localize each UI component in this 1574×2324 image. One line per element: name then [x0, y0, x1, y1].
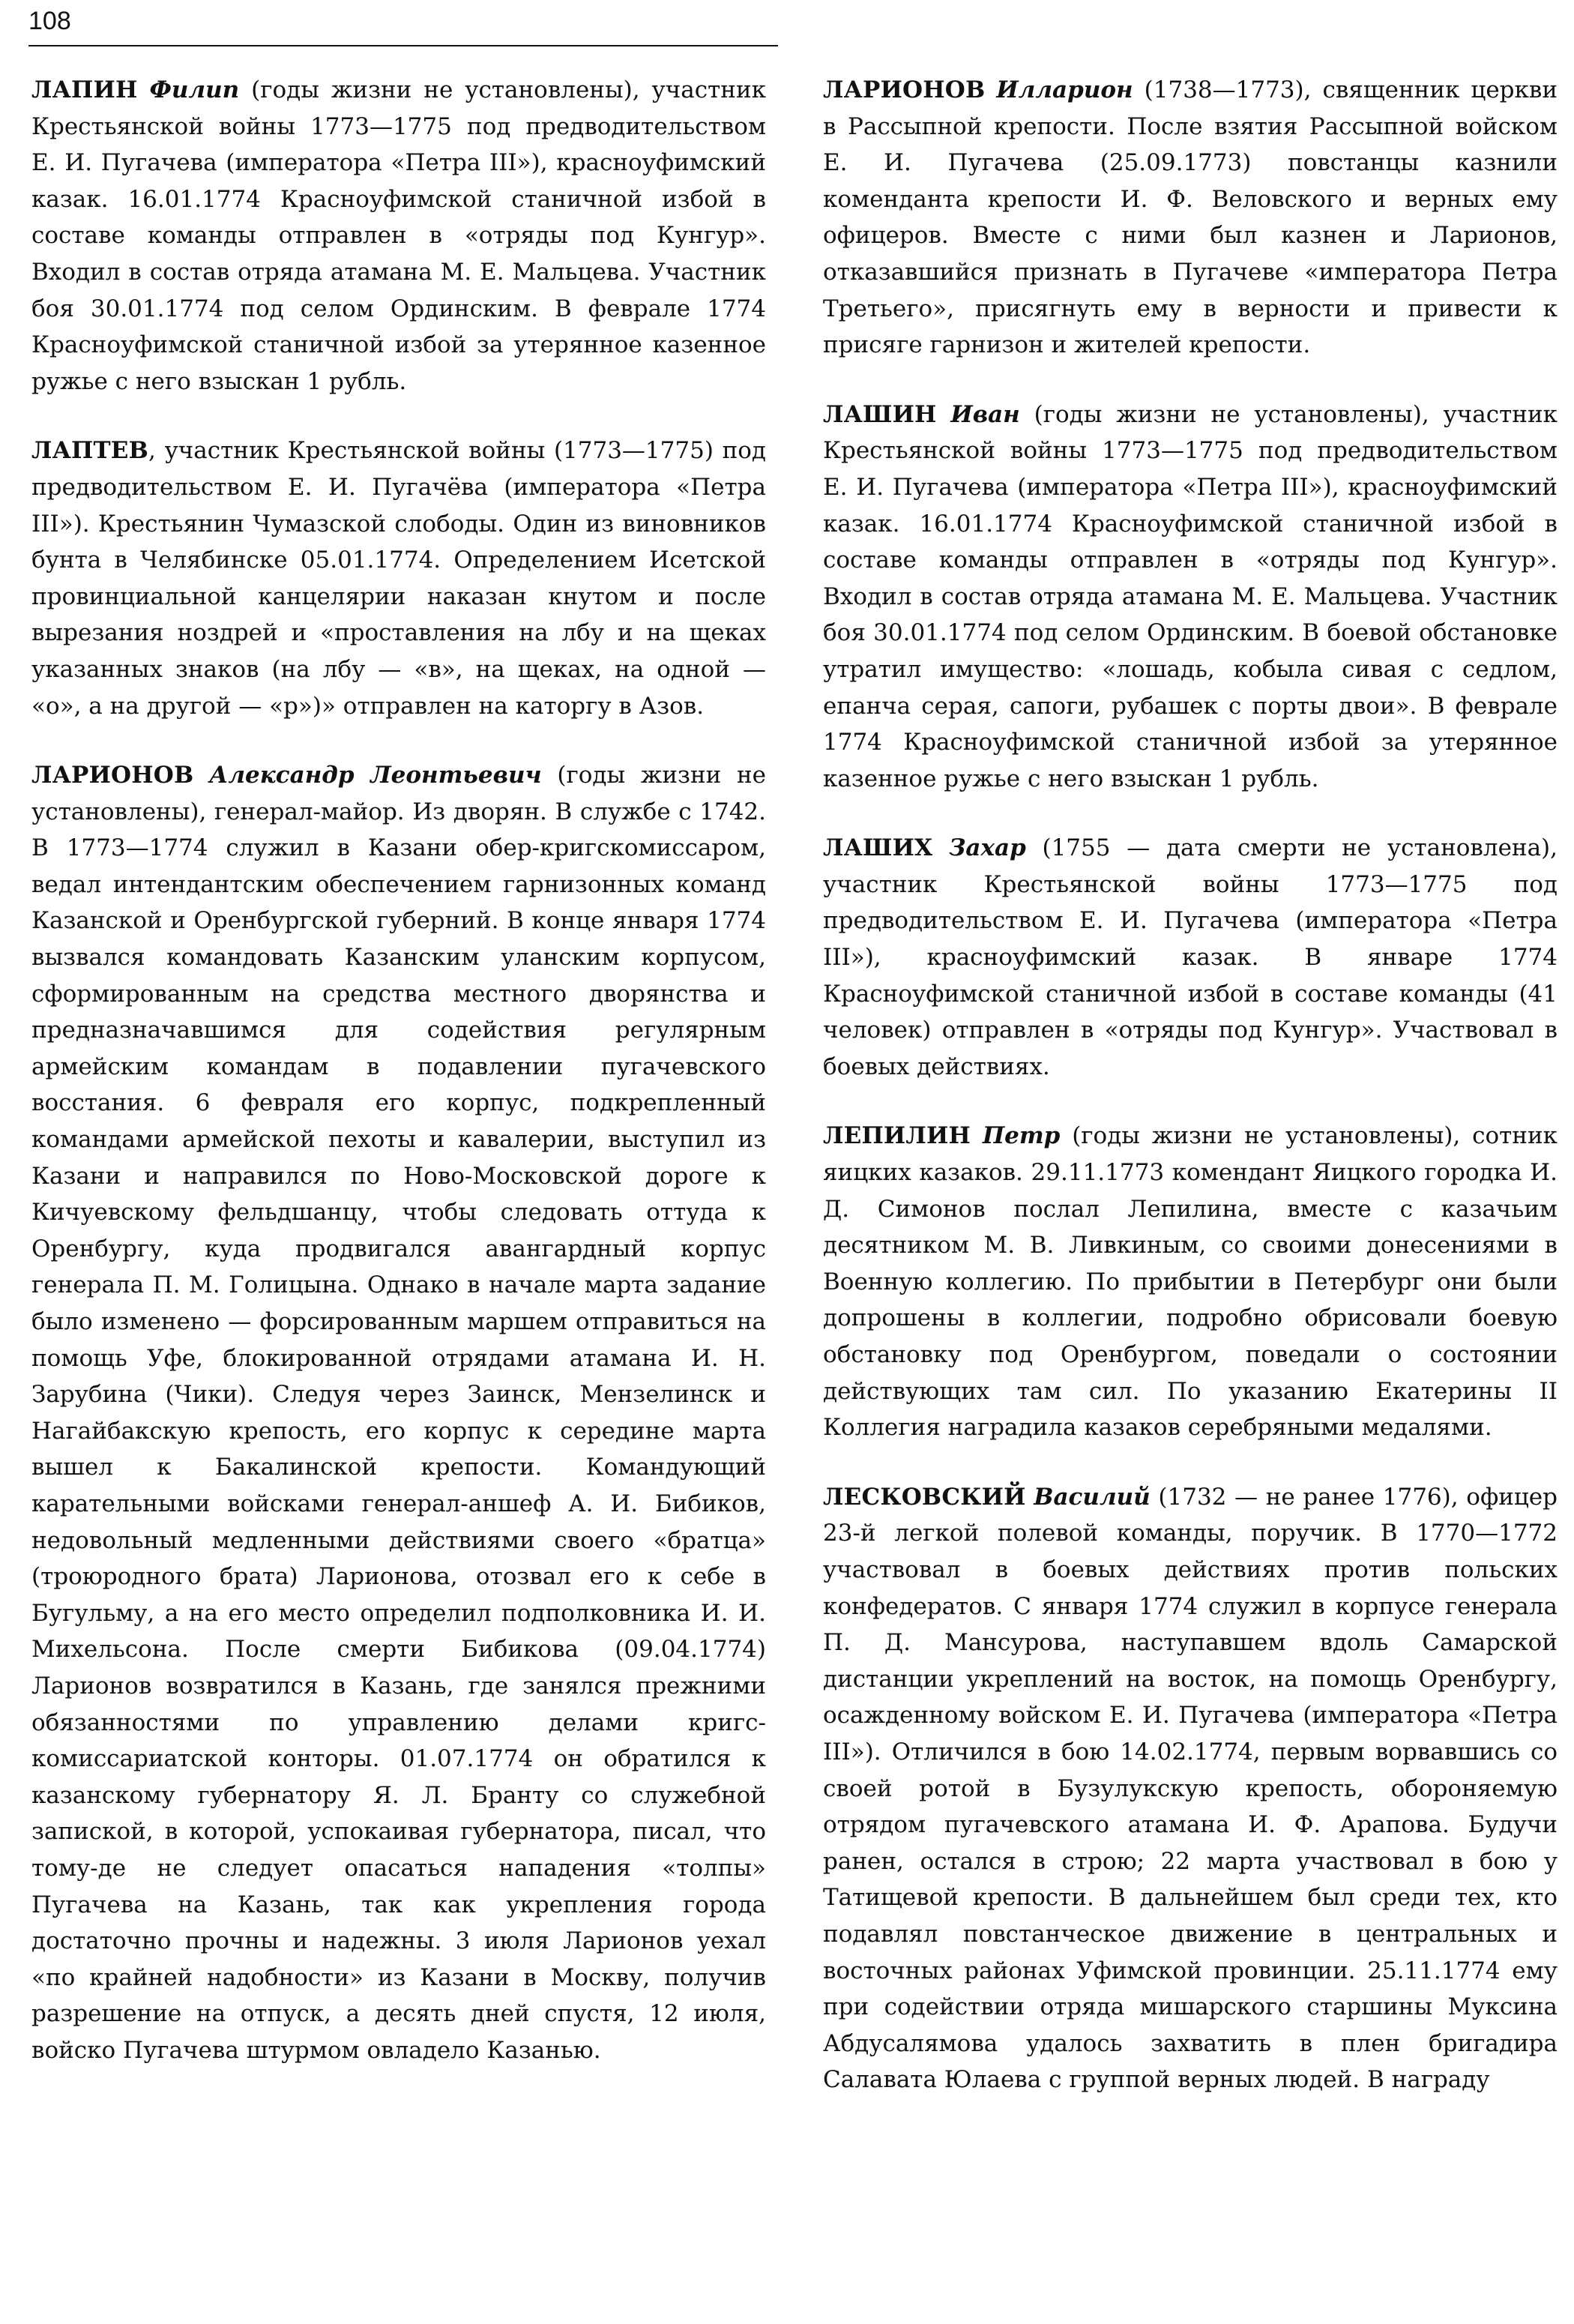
entry-surname: ЛАШИХ [823, 834, 933, 862]
entry-text: (1732 — не ранее 1776), офицер 23-й легкой полевой команды, поручик. В 1770—1772 участвовал в боевых действиях против польских конфедератов. С января 1774 служил в корпусе генерала П. Д. Мансурова, наступавшем вдоль Самарской дистанции укреплений на восток, на помощь Оренбургу, осажденному войском Е. И. Пугачева (императора «Петра III»). Отличился в бою 14.02.1774, первым ворвавшись со своей ротой в Бузулукскую крепость, обороняемую отрядом пугачевского атамана И. Ф. Арапова. Будучи ранен, остался в строю; 22 марта участвовал в бою у Татищевой крепости. В дальнейшем был среди тех, кто подавлял повстанческое движение в центральных и восточных районах Уфимской провинции. 25.11.1774 ему при содействии отряда мишарского старшины Муксина Абдусалямова удалось захватить в плен бригадира Салавата Юлаева с группой верных людей. В награду [823, 1483, 1558, 2094]
entry-surname: ЛАПИН [31, 76, 138, 103]
left-column [31, 72, 766, 2318]
entry-given-name: Илларион [996, 76, 1133, 103]
entry-lashikh [823, 830, 1558, 1085]
entry-lashin [823, 397, 1558, 798]
entry-given-name: Иван [950, 400, 1020, 428]
entry-text: (1738—1773), священник церкви в Рассыпной крепости. После взятия Рассыпной войском Е. И. Пугачева (25.09.1773) повстанцы казнили коменданта крепости И. Ф. Веловского и верных ему офицеров. Вместе с ними был казнен и Ларионов, отказавшийся признать в Пугачеве «императора Петра Третьего», присягнуть ему в верности и привести к присяге гарнизон и жителей крепости. [823, 76, 1558, 359]
entry-text: , участник Крестьянской войны (1773—1775) под предводительством Е. И. Пугачёва (императора «Петра III»). Крестьянин Чумазской слободы. Один из виновников бунта в Челябинске 05.01.1774. Определением Исетской провинциальной канцелярии наказан кнутом и после вырезания ноздрей и «проставления на лбу и на щеках указанных знаков (на лбу — «в», на щеках, на одной — «о», а на другой — «р»)» отправлен на каторгу в Азов. [31, 437, 766, 720]
entry-given-name: Филип [149, 76, 240, 103]
entry-surname: ЛАРИОНОВ [823, 76, 986, 103]
entry-text: (годы жизни не установлены), участник Крестьянской войны 1773—1775 под предводительством Е. И. Пугачева (императора «Петра III»), красноуфимский казак. 16.01.1774 Красноуфимской станичной избой в составе команды отправлен в «отряды под Кунгур». Входил в состав отряда атамана М. Е. Мальцева. Участник боя 30.01.1774 под селом Ординским. В феврале 1774 Красноуфимской станичной избой за утерянное казенное ружье с него взыскан 1 рубль. [31, 76, 766, 395]
entry-surname: ЛАПТЕВ [31, 437, 149, 465]
entry-lapin [31, 72, 766, 400]
entry-text: (годы жизни не установлены), сотник яицких казаков. 29.11.1773 комендант Яицкого городка И. Д. Симонов послал Лепилина, вместе с казачьим десятником М. В. Ливкиным, со своими донесениями в Военную коллегию. По прибытии в Петербург они были допрошены в коллегии, подробно обрисовали боевую обстановку под Оренбургом, поведали о состоянии действующих там сил. По указанию Екатерины II Коллегия наградила казаков серебряными медалями. [823, 1122, 1558, 1442]
entry-given-name: Александр Леонтьевич [209, 762, 542, 789]
entry-surname: ЛЕСКОВСКИЙ [823, 1483, 1026, 1511]
entry-surname: ЛАРИОНОВ [31, 762, 194, 789]
right-column [823, 72, 1558, 2318]
entry-given-name: Захар [949, 834, 1026, 862]
entry-larionov-illarion [823, 72, 1558, 364]
entry-given-name: Петр [982, 1122, 1061, 1150]
entry-text: (годы жизни не установлены), генерал-майор. Из дворян. В службе с 1742. В 1773—1774 служил в Казани обер-кригскомиссаром, ведал интендантским обеспечением гарнизонных команд Казанской и Оренбургской губерний. В конце января 1774 вызвался командовать Казанским уланским корпусом, сформированным на средства местного дворянства и предназначавшимся для содействия регулярным армейским командам в подавлении пугачевского восстания. 6 февраля его корпус, подкрепленный командами армейской пехоты и кавалерии, выступил из Казани и направился по Ново-Московской дороге к Кичуевскому фельдшанцу, чтобы следовать оттуда к Оренбургу, куда продвигался авангардный корпус генерала П. М. Голицына. Однако в начале марта задание было изменено — форсированным маршем отправиться на помощь Уфе, блокированной отрядами атамана И. Н. Зарубина (Чики). Следуя через Заинск, Мензелинск и Нагайбакскую крепость, его корпус к середине марта вышел к Бакалинской крепости. Командующий карательными войсками генерал-аншеф А. И. Бибиков, недовольный медленными действиями своего «братца» (троюродного брата) Ларионова, отозвал его к себе в Бугульму, а на его место определил подполковника И. И. Михельсона. После смерти Бибикова (09.04.1774) Ларионов возвратился в Казань, где занялся прежними обязанностями по управлению делами кригс-комиссариатской конторы. 01.07.1774 он обратился к казанскому губернатору Я. Л. Бранту со служебной запиской, в которой, успокаивая губернатора, писал, что тому-де не следует опасаться нападения «толпы» Пугачева на Казань, так как укрепления города достаточно прочны и надежны. 3 июля Ларионов уехал «по крайней надобности» из Казани в Москву, получив разрешение на отпуск, а десять дней спустя, 12 июля, войско Пугачева штурмом овладело Казанью. [31, 762, 766, 2064]
entry-text: (1755 — дата смерти не установлена), участник Крестьянской войны 1773—1775 под предводительством Е. И. Пугачева (императора «Петра III»), красноуфимский казак. В январе 1774 Красноуфимской станичной избой в составе команды (41 человек) отправлен в «отряды под Кунгур». Участвовал в боевых действиях. [823, 834, 1558, 1080]
entry-laptev [31, 433, 766, 724]
entry-larionov-alexander [31, 757, 766, 2068]
page-number: 108 [28, 7, 71, 35]
entry-given-name: Василий [1034, 1483, 1151, 1511]
entry-surname: ЛАШИН [823, 400, 937, 428]
header-rule [28, 45, 778, 46]
entry-text: (годы жизни не установлены), участник Крестьянской войны 1773—1775 под предводительством Е. И. Пугачева (императора «Петра III»), красноуфимский казак. 16.01.1774 Красноуфимской станичной избой в составе команды отправлен в «отряды под Кунгур». Входил в состав отряда атамана М. Е. Мальцева. Участник боя 30.01.1774 под селом Ординским. В боевой обстановке утратил имущество: «лошадь, кобыла сивая с седлом, епанча серая, сапоги, рубашек с порты двои». В феврале 1774 Красноуфимской станичной избой за утерянное казенное ружье с него взыскан 1 рубль. [823, 400, 1558, 792]
entry-leskovsky [823, 1479, 1558, 2098]
entry-lepilin [823, 1118, 1558, 1445]
entry-surname: ЛЕПИЛИН [823, 1122, 971, 1150]
